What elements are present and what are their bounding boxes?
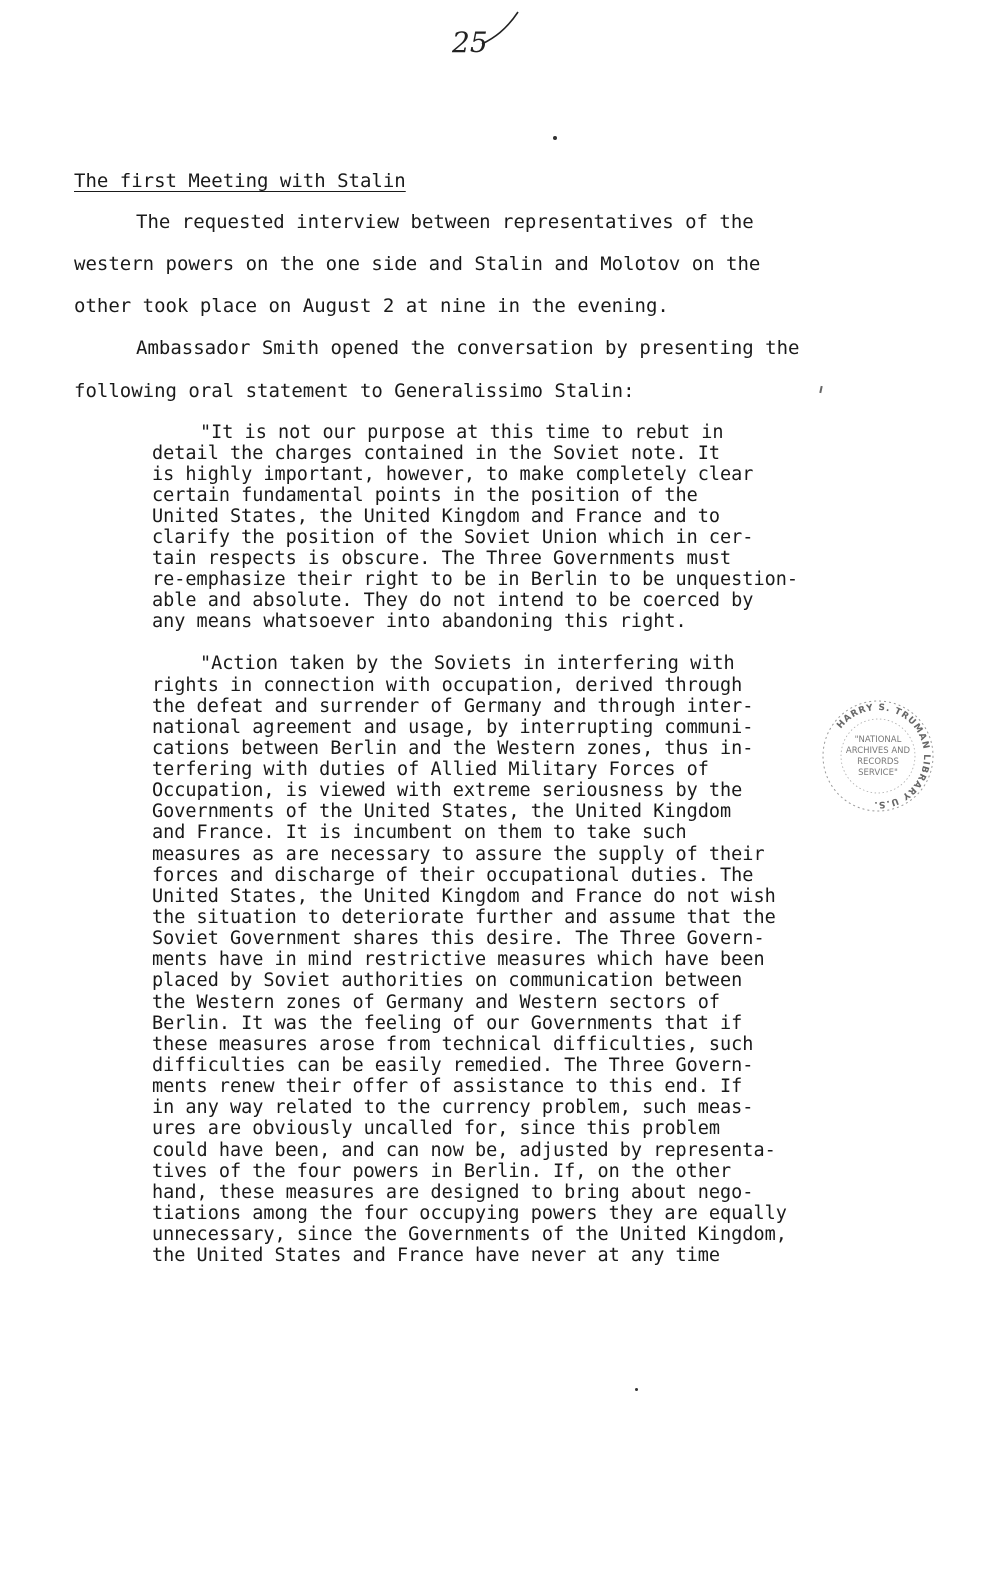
intro-line: western powers on the one side and Stalin and Molotov on the	[74, 253, 761, 275]
stamp-center-line: RECORDS	[857, 757, 899, 767]
section-heading: The first Meeting with Stalin	[74, 170, 406, 192]
quote-line: tiations among the four occupying powers they are equally	[152, 1203, 787, 1224]
quote-line: placed by Soviet authorities on communication between	[152, 970, 743, 991]
stamp-center-line: "NATIONAL	[854, 735, 902, 745]
quote-line: terfering with duties of Allied Military Forces of	[152, 759, 709, 780]
quote-line: Berlin. It was the feeling of our Governments that if	[152, 1013, 743, 1034]
quote-line: Occupation, is viewed with extreme seriousness by the	[152, 780, 743, 801]
quote-line: United States, the United Kingdom and France do not wish	[152, 886, 776, 907]
quote-line: ments have in mind restrictive measures which have been	[152, 949, 765, 970]
quote-line: able and absolute. They do not intend to be coerced by	[152, 590, 754, 611]
quote-line: rights in connection with occupation, derived through	[152, 675, 743, 696]
quote-line: Governments of the United States, the United Kingdom	[152, 801, 732, 822]
quote-line: in any way related to the currency problem, such meas-	[152, 1097, 754, 1118]
quote-line: detail the charges contained in the Soviet note. It	[152, 443, 721, 464]
quote-line: tain respects is obscure. The Three Governments must	[152, 548, 732, 569]
quote-line: cations between Berlin and the Western zones, thus in-	[152, 738, 754, 759]
svg-text:HARRY S. TRUMAN LIBRARY U.S.	[835, 703, 931, 809]
quote-line: difficulties can be easily remedied. The Three Govern-	[152, 1055, 754, 1076]
quote-line: ments renew their offer of assistance to this end. If	[152, 1076, 743, 1097]
quote-line: clarify the position of the Soviet Union which in cer-	[152, 527, 754, 548]
page-number-text: 25	[452, 26, 488, 59]
quote-line: hand, these measures are designed to bring about nego-	[152, 1182, 754, 1203]
quote-line: Soviet Government shares this desire. The Three Govern-	[152, 928, 765, 949]
quote-line: tives of the four powers in Berlin. If, on the other	[152, 1161, 732, 1182]
paper-speck	[635, 1388, 638, 1391]
quote-line: forces and discharge of their occupational duties. The	[152, 865, 754, 886]
quote-line: "Action taken by the Soviets in interfering with	[200, 653, 735, 674]
quote-line: certain fundamental points in the position of the	[152, 485, 698, 506]
quote-line: could have been, and can now be, adjusted by representa-	[152, 1140, 776, 1161]
quote-line: ures are obviously uncalled for, since this problem	[152, 1118, 721, 1139]
quote-line: "It is not our purpose at this time to rebut in	[200, 422, 724, 443]
paper-mark	[819, 386, 822, 393]
quote-line: United States, the United Kingdom and France and to	[152, 506, 721, 527]
quote-line: the United States and France have never at any time	[152, 1245, 721, 1266]
quote-line: unnecessary, since the Governments of the United Kingdom,	[152, 1224, 787, 1245]
stamp-ring-text: HARRY S. TRUMAN LIBRARY U.S.	[835, 702, 932, 810]
quote-line: measures as are necessary to assure the supply of their	[152, 844, 765, 865]
paper-speck	[553, 136, 557, 140]
intro-line: other took place on August 2 at nine in the evening.	[74, 295, 669, 317]
stamp-center-line: SERVICE"	[858, 768, 898, 778]
statement-intro-line: Ambassador Smith opened the conversation by presenting the	[136, 337, 800, 359]
handwritten-page-number	[452, 18, 532, 60]
quote-line: is highly important, however, to make completely clear	[152, 464, 754, 485]
quote-line: re-emphasize their right to be in Berlin to be unquestion-	[152, 569, 799, 590]
quote-line: these measures arose from technical difficulties, such	[152, 1034, 754, 1055]
quote-line: the defeat and surrender of Germany and through inter-	[152, 696, 754, 717]
stamp-center-line: ARCHIVES AND	[845, 746, 911, 756]
statement-intro-line: following oral statement to Generalissimo Stalin:	[74, 380, 635, 402]
intro-line: The requested interview between representatives of the	[136, 211, 754, 233]
quote-line: any means whatsoever into abandoning this right.	[152, 611, 687, 632]
quote-line: national agreement and usage, by interrupting communi-	[152, 717, 754, 738]
archive-stamp	[818, 696, 938, 816]
quote-line: the situation to deteriorate further and assume that the	[152, 907, 776, 928]
quote-line: and France. It is incumbent on them to take such	[152, 822, 687, 843]
quote-line: the Western zones of Germany and Western sectors of	[152, 992, 721, 1013]
